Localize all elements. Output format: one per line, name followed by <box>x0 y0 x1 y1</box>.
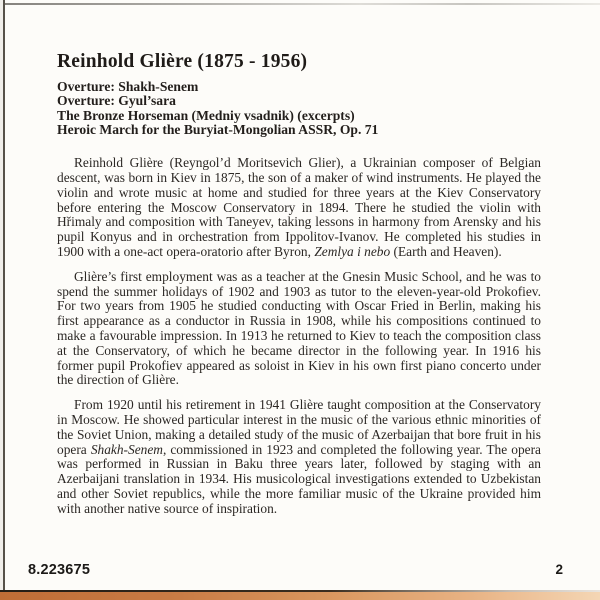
italic-work-title-text: Zemlya i nebo <box>314 243 391 259</box>
page-footer <box>28 562 563 578</box>
scan-edge-left <box>3 0 5 592</box>
page-number: 2 <box>555 562 563 577</box>
work-title: Heroic March for the Buryiat-Mongolian ASSR, Op. 71 <box>57 121 379 137</box>
paragraph-text: From 1920 until his retirement in 1941 Glière taught composition at the Conservatory in Moscow. He showed particular interest in the music of the various ethnic minorities of the Soviet Union, making a detailed study of the music of Azerbaijan that bore fruit in his opera <box>57 397 541 457</box>
work-title: The Bronze Horseman (Medniy vsadnik) (excerpts) <box>57 107 355 123</box>
paragraph-text: Glière’s first employment was as a teacher at the Gnesin Music School, and he was to spend the summer holidays of 1902 and 1903 as tutor to the eleven-year-old Prokofiev. For two years from 1905 he studied conducting with Oscar Fried in Berlin, making his first appearance as a conductor in Russia in 1908, while his compositions continued to make a favourable impression. In 1913 he returned to Kiev to teach the composition class at the Conservatory, of which he became director in the following year. In 1916 his former pupil Prokofiev appeared as soloist in Kiev in his own first piano concerto under the direction of Glière. <box>57 268 541 388</box>
scan-edge-bottom-orange <box>0 592 600 600</box>
page-content <box>57 50 541 527</box>
paragraph-text: (Earth and Heaven). <box>390 243 502 259</box>
biography-paragraph <box>57 270 541 388</box>
page-title: Reinhold Glière (1875 - 1956) <box>57 51 308 72</box>
work-list <box>57 80 541 137</box>
catalog-number: 8.223675 <box>28 562 91 578</box>
paragraph-text: , commissioned in 1923 and completed the following year. The opera was performed in Russian in Baku three years later, followed by staging with an Azerbaijani translation in 1934. His musicological investigations extended to Uzbekistan and other Soviet republics, while the more familiar music of the Ukraine provided him with another native source of inspiration. <box>57 441 541 516</box>
italic-work-title-text: Shakh-Senem <box>90 441 163 457</box>
scan-edge-top <box>0 3 600 5</box>
biography-paragraph <box>57 398 541 516</box>
scan-edge-bottom <box>0 590 600 600</box>
work-title: Overture: Gyul’sara <box>57 93 176 109</box>
biography-paragraph <box>57 156 541 260</box>
paragraph-text: Reinhold Glière (Reyngol’d Moritsevich Glier), a Ukrainian composer of Belgian descent, was born in Kiev in 1875, the son of a maker of wind instruments. He played the violin and wrote music at home and studied for three years at the Kiev Conservatory before entering the Moscow Conservatory in 1894. There he studied the violin with Hřimaly and composition with Taneyev, taking lessons in harmony from Arensky and his pupil Konyus and in orchestration from Ippolitov-Ivanov. He completed his studies in 1900 with a one-act opera-oratorio after Byron, <box>57 155 541 259</box>
work-title: Overture: Shakh-Senem <box>57 79 199 94</box>
biography-text <box>57 156 541 516</box>
